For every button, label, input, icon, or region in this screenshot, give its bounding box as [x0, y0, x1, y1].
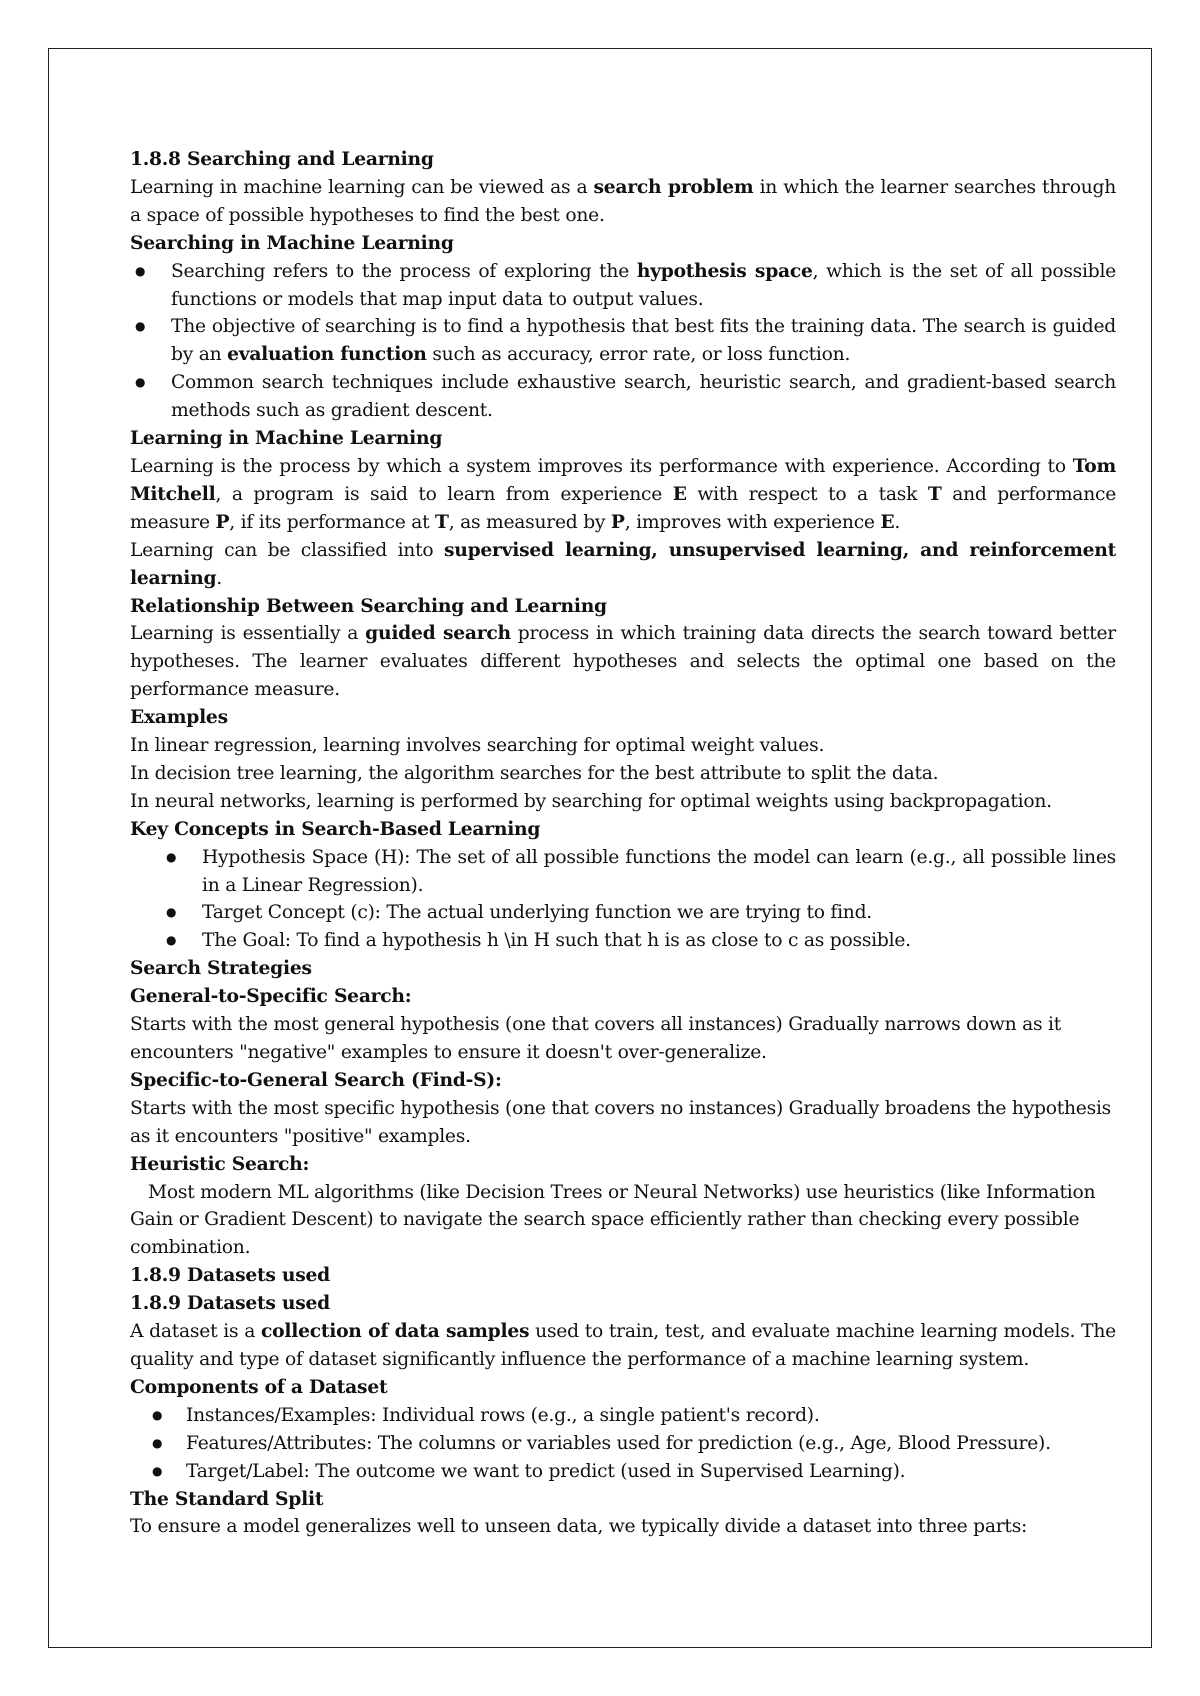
list-item: ● Target Concept (c): The actual underlying function we are trying to find.: [130, 899, 1116, 927]
section-heading-1-8-8: 1.8.8 Searching and Learning: [130, 148, 434, 170]
list-item: ● Instances/Examples: Individual rows (e.g., a single patient's record).: [130, 1402, 1116, 1430]
list-item: ● Searching refers to the process of exploring the hypothesis space, which is the set of all possible functions or models that map input data to output values.: [130, 258, 1116, 314]
strategy-heuristic-heading: Heuristic Search:: [130, 1152, 310, 1175]
relationship-paragraph: Learning is essentially a guided search process in which training data directs the search toward better hypotheses. The learner evaluates different hypotheses and selects the optimal one based on the performance measure.: [130, 622, 1116, 701]
subheading-key-concepts: Key Concepts in Search-Based Learning: [130, 817, 541, 840]
section-heading-1-8-9: 1.8.9 Datasets used: [130, 1264, 330, 1287]
strategy-general-to-specific-text: Starts with the most general hypothesis (one that covers all instances) Gradually narrows down as it encounters "negative" examples to ensure it doesn't over-generalize.: [130, 1014, 1061, 1063]
list-item: ● Target/Label: The outcome we want to predict (used in Supervised Learning).: [130, 1458, 1116, 1486]
datasets-intro-paragraph: A dataset is a collection of data samples used to train, test, and evaluate machine learning models. The quality and type of dataset significantly influence the performance of a machine learning system.: [130, 1320, 1116, 1370]
example-line: In decision tree learning, the algorithm searches for the best attribute to split the data.: [130, 762, 939, 784]
intro-paragraph: Learning in machine learning can be viewed as a search problem in which the learner searches through a space of possible hypotheses to find the best one.: [130, 175, 1117, 226]
list-item: ● The Goal: To find a hypothesis h \in H such that h is as close to c as possible.: [130, 927, 1116, 955]
section-heading-1-8-9-repeat: 1.8.9 Datasets used: [130, 1292, 330, 1315]
components-list: [130, 1402, 1116, 1486]
strategy-heuristic-text: Most modern ML algorithms (like Decision Trees or Neural Networks) use heuristics (like Information Gain or Gradient Descent) to navigate the search space efficiently rather than checking every possible combination.: [130, 1181, 1096, 1259]
learning-paragraph: Learning is the process by which a system improves its performance with experience. According to Tom Mitchell, a program is said to learn from experience E with respect to a task T and performance measure P, if its performance at T, as measured by P, improves with experience E.: [130, 454, 1117, 533]
subheading-learning: Learning in Machine Learning: [130, 427, 443, 450]
example-line: In neural networks, learning is performed by searching for optimal weights using backpropagation.: [130, 790, 1052, 812]
strategy-specific-to-general-heading: Specific-to-General Search (Find-S):: [130, 1068, 502, 1091]
subheading-examples: Examples: [130, 706, 228, 729]
strategy-specific-to-general-text: Starts with the most specific hypothesis (one that covers no instances) Gradually broadens the hypothesis as it encounters "positive" examples.: [130, 1097, 1112, 1147]
subheading-standard-split: The Standard Split: [130, 1487, 324, 1510]
subheading-searching: Searching in Machine Learning: [130, 231, 454, 254]
strategy-general-to-specific-heading: General-to-Specific Search:: [130, 985, 412, 1008]
learning-types-paragraph: Learning can be classified into supervised learning, unsupervised learning, and reinforcement learning.: [130, 538, 1116, 589]
searching-bullet-list: [130, 258, 1116, 425]
list-item: ● The objective of searching is to find a hypothesis that best fits the training data. The search is guided by an evaluation function such as accuracy, error rate, or loss function.: [130, 313, 1116, 369]
subheading-components: Components of a Dataset: [130, 1375, 388, 1398]
key-concepts-list: [130, 844, 1116, 956]
subheading-search-strategies: Search Strategies: [130, 957, 312, 980]
list-item: ● Features/Attributes: The columns or variables used for prediction (e.g., Age, Blood Pressure).: [130, 1430, 1116, 1458]
document-body: [130, 146, 1116, 1541]
list-item: ● Hypothesis Space (H): The set of all possible functions the model can learn (e.g., all possible lines in a Linear Regression).: [130, 844, 1116, 900]
standard-split-text: To ensure a model generalizes well to unseen data, we typically divide a dataset into three parts:: [130, 1516, 1028, 1538]
subheading-relationship: Relationship Between Searching and Learning: [130, 594, 607, 617]
list-item: ● Common search techniques include exhaustive search, heuristic search, and gradient-based search methods such as gradient descent.: [130, 369, 1116, 425]
example-line: In linear regression, learning involves searching for optimal weight values.: [130, 735, 825, 757]
